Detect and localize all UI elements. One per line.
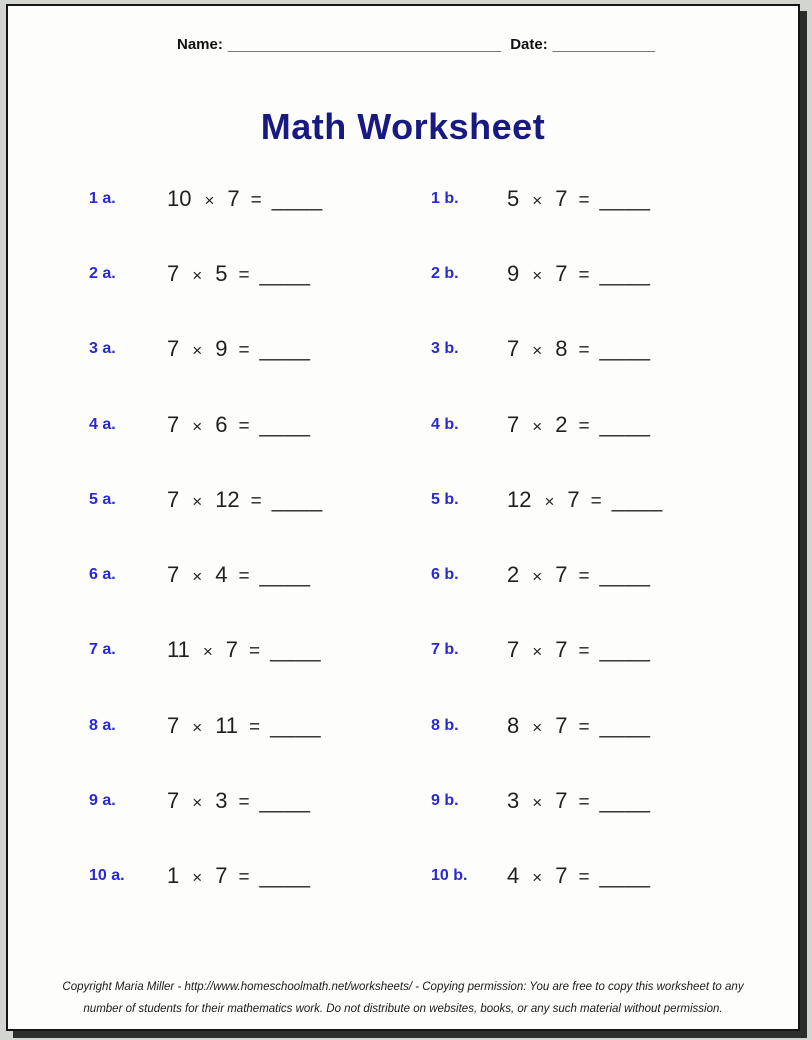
- problem-number-3a: 3 a.: [89, 340, 116, 358]
- factor-2: 9: [215, 336, 228, 362]
- factor-1: 7: [507, 637, 520, 663]
- problem-row: [8, 236, 798, 311]
- problem-number-5b: 5 b.: [431, 490, 459, 508]
- factor-1: 7: [167, 712, 180, 738]
- date-label: Date:: [510, 36, 548, 53]
- times-sign: ×: [532, 567, 543, 587]
- answer-blank-9a: ____: [259, 788, 311, 814]
- equals-sign: =: [238, 340, 250, 362]
- equals-sign: =: [238, 415, 250, 437]
- equals-sign: =: [578, 641, 590, 663]
- name-label: Name:: [177, 36, 223, 53]
- problem-expression-4a: [167, 412, 431, 438]
- equals-sign: =: [578, 566, 590, 588]
- times-sign: ×: [532, 793, 543, 813]
- copyright-line-2: number of students for their mathematics work. Do not distribute on websites, books, or any such material without permission.: [83, 1003, 723, 1016]
- answer-blank-5a: ____: [271, 486, 323, 512]
- problem-number-3b: 3 b.: [431, 340, 459, 358]
- factor-2: 12: [215, 486, 240, 512]
- equals-sign: =: [578, 264, 590, 286]
- factor-1: 2: [507, 562, 520, 588]
- problem-expression-3b: [507, 336, 798, 362]
- factor-1: 7: [167, 260, 180, 286]
- problem-expression-7b: [507, 637, 798, 663]
- factor-2: 4: [215, 562, 228, 588]
- factor-2: 7: [555, 788, 568, 814]
- factor-2: 7: [555, 712, 568, 738]
- times-sign: ×: [202, 642, 213, 662]
- problem-row: [8, 312, 798, 387]
- answer-blank-8a: ____: [270, 712, 322, 738]
- problem-number-9a: 9 a.: [89, 792, 116, 810]
- problem-number-1a: 1 a.: [89, 189, 116, 207]
- problem-expression-1b: [507, 186, 798, 212]
- page-title: Math Worksheet: [260, 106, 546, 147]
- problem-expression-3a: [167, 336, 431, 362]
- answer-blank-10a: ____: [259, 863, 311, 889]
- name-date-header: [177, 36, 655, 53]
- problem-number-10b: 10 b.: [431, 867, 468, 885]
- answer-blank-3b: ____: [599, 336, 651, 362]
- date-blank-line: ____________: [552, 36, 656, 53]
- factor-1: 7: [167, 486, 180, 512]
- problem-number-7a: 7 a.: [89, 641, 116, 659]
- problem-expression-10b: [507, 863, 798, 889]
- times-sign: ×: [192, 868, 203, 888]
- times-sign: ×: [192, 341, 203, 361]
- problem-number-4b: 4 b.: [431, 415, 459, 433]
- problem-number-5a: 5 a.: [89, 490, 116, 508]
- answer-blank-8b: ____: [599, 712, 651, 738]
- copyright-footer: [8, 977, 798, 1021]
- factor-1: 7: [167, 562, 180, 588]
- factor-1: 1: [167, 863, 180, 889]
- problem-number-10a: 10 a.: [89, 867, 125, 885]
- equals-sign: =: [238, 566, 250, 588]
- factor-2: 3: [215, 788, 228, 814]
- equals-sign: =: [238, 792, 250, 814]
- problem-row: [8, 387, 798, 462]
- problem-row: [8, 161, 798, 236]
- factor-2: 7: [555, 637, 568, 663]
- equals-sign: =: [238, 867, 250, 889]
- problem-number-2a: 2 a.: [89, 264, 116, 282]
- factor-2: 7: [555, 562, 568, 588]
- equals-sign: =: [578, 415, 590, 437]
- times-sign: ×: [192, 416, 203, 436]
- problem-expression-8a: [167, 713, 431, 739]
- problem-number-2b: 2 b.: [431, 264, 459, 282]
- factor-2: 2: [555, 411, 568, 437]
- problem-expression-7a: [167, 637, 431, 663]
- problem-expression-9a: [167, 788, 431, 814]
- problem-number-1b: 1 b.: [431, 189, 459, 207]
- factor-1: 7: [507, 411, 520, 437]
- equals-sign: =: [578, 189, 590, 211]
- times-sign: ×: [192, 793, 203, 813]
- answer-blank-6a: ____: [259, 562, 311, 588]
- factor-2: 8: [555, 336, 568, 362]
- factor-2: 7: [215, 863, 228, 889]
- factor-2: 5: [215, 260, 228, 286]
- answer-blank-9b: ____: [599, 788, 651, 814]
- problem-expression-9b: [507, 788, 798, 814]
- equals-sign: =: [590, 490, 602, 512]
- answer-blank-7b: ____: [599, 637, 651, 663]
- answer-blank-4a: ____: [259, 411, 311, 437]
- answer-blank-6b: ____: [599, 562, 651, 588]
- factor-2: 6: [215, 411, 228, 437]
- problem-number-6a: 6 a.: [89, 566, 116, 584]
- problem-number-6b: 6 b.: [431, 566, 459, 584]
- problem-expression-5a: [167, 487, 431, 513]
- answer-blank-10b: ____: [599, 863, 651, 889]
- answer-blank-1b: ____: [599, 185, 651, 211]
- problem-number-9b: 9 b.: [431, 792, 459, 810]
- equals-sign: =: [578, 867, 590, 889]
- answer-blank-4b: ____: [599, 411, 651, 437]
- factor-1: 7: [167, 788, 180, 814]
- copyright-line-1: Copyright Maria Miller - http://www.homeschoolmath.net/worksheets/ - Copying permission: You are free to copy this worksheet to any: [62, 981, 744, 994]
- problem-expression-2b: [507, 261, 798, 287]
- times-sign: ×: [192, 491, 203, 511]
- problem-row: [8, 613, 798, 688]
- factor-1: 3: [507, 788, 520, 814]
- times-sign: ×: [532, 717, 543, 737]
- factor-2: 11: [215, 712, 239, 738]
- times-sign: ×: [532, 341, 543, 361]
- problem-row: [8, 763, 798, 838]
- problem-row: [8, 537, 798, 612]
- problem-expression-4b: [507, 412, 798, 438]
- problem-number-7b: 7 b.: [431, 641, 459, 659]
- factor-2: 7: [225, 637, 239, 663]
- problem-expression-8b: [507, 713, 798, 739]
- times-sign: ×: [204, 190, 215, 210]
- problem-number-8b: 8 b.: [431, 716, 459, 734]
- factor-2: 7: [555, 185, 568, 211]
- times-sign: ×: [532, 416, 543, 436]
- factor-1: 7: [507, 336, 520, 362]
- problem-number-8a: 8 a.: [89, 716, 116, 734]
- factor-1: 4: [507, 863, 520, 889]
- equals-sign: =: [249, 716, 261, 738]
- factor-2: 7: [227, 185, 240, 211]
- problems-grid: [8, 161, 798, 914]
- problem-expression-2a: [167, 261, 431, 287]
- answer-blank-5b: ____: [611, 486, 663, 512]
- times-sign: ×: [544, 491, 555, 511]
- factor-2: 7: [567, 486, 580, 512]
- equals-sign: =: [578, 716, 590, 738]
- answer-blank-7a: ____: [270, 637, 322, 663]
- factor-2: 7: [555, 260, 568, 286]
- answer-blank-2b: ____: [599, 260, 651, 286]
- factor-1: 8: [507, 712, 520, 738]
- worksheet-page: [6, 4, 800, 1031]
- factor-1: 7: [167, 411, 180, 437]
- equals-sign: =: [250, 490, 262, 512]
- times-sign: ×: [192, 567, 203, 587]
- factor-1: 9: [507, 260, 520, 286]
- factor-1: 12: [507, 486, 532, 512]
- problem-expression-10a: [167, 863, 431, 889]
- times-sign: ×: [532, 190, 543, 210]
- problem-number-4a: 4 a.: [89, 415, 116, 433]
- name-blank-line: ________________________________: [227, 36, 502, 53]
- times-sign: ×: [192, 717, 203, 737]
- times-sign: ×: [532, 642, 543, 662]
- factor-1: 10: [167, 185, 192, 211]
- times-sign: ×: [192, 265, 203, 285]
- problem-expression-1a: [167, 186, 431, 212]
- equals-sign: =: [238, 264, 250, 286]
- problem-row: [8, 839, 798, 914]
- factor-1: 11: [167, 637, 190, 663]
- equals-sign: =: [578, 792, 590, 814]
- times-sign: ×: [532, 868, 543, 888]
- factor-2: 7: [555, 863, 568, 889]
- times-sign: ×: [532, 265, 543, 285]
- factor-1: 7: [167, 336, 180, 362]
- problem-row: [8, 462, 798, 537]
- equals-sign: =: [578, 340, 590, 362]
- answer-blank-2a: ____: [259, 260, 311, 286]
- answer-blank-3a: ____: [259, 336, 311, 362]
- problem-expression-5b: [507, 487, 798, 513]
- equals-sign: =: [250, 189, 262, 211]
- problem-row: [8, 688, 798, 763]
- problem-expression-6b: [507, 562, 798, 588]
- answer-blank-1a: ____: [271, 185, 323, 211]
- problem-expression-6a: [167, 562, 431, 588]
- equals-sign: =: [249, 641, 261, 663]
- factor-1: 5: [507, 185, 520, 211]
